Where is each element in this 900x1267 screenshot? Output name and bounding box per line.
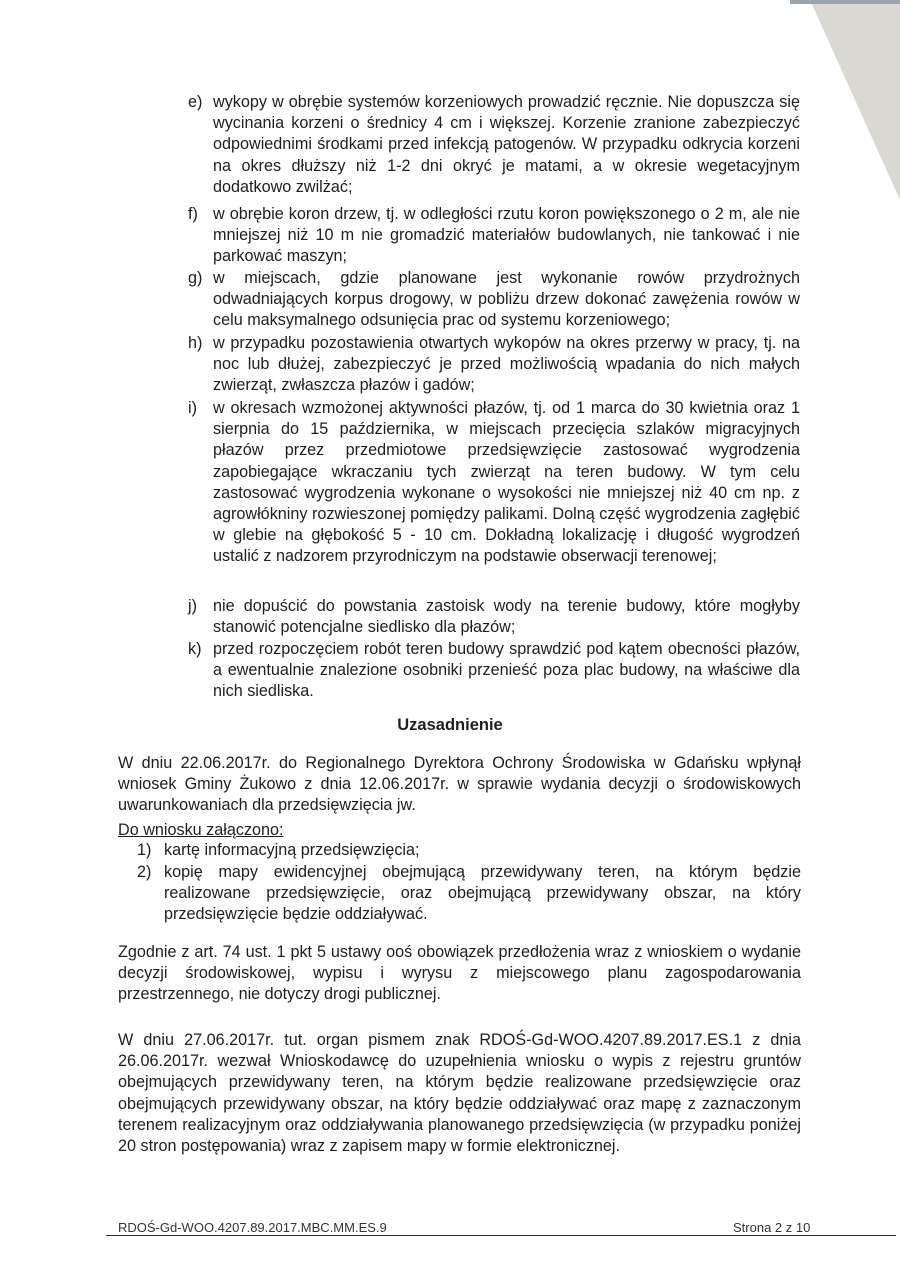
- attachment-item: [137, 862, 801, 926]
- list-marker: h): [188, 334, 203, 352]
- attachment-text: kopię mapy ewidencyjnej obejmującą przewidywany teren, na którym będzie realizowane przedsięwzięcie, oraz obejmującą przewidywany obszar, na który przedsięwzięcie będzie oddziaływać.: [164, 863, 801, 924]
- list-marker: 2): [137, 863, 152, 881]
- footer-page-number: Strona 2 z 10: [733, 1220, 811, 1235]
- condition-item-h: [188, 333, 800, 397]
- list-marker: i): [188, 399, 197, 417]
- condition-item-e: [188, 92, 800, 198]
- condition-item-g: [188, 268, 800, 332]
- footer-divider: [106, 1235, 896, 1236]
- condition-text: wykopy w obrębie systemów korzeniowych prowadzić ręcznie. Nie dopuszcza się wycinania korzeni o średnicy 4 cm i większej. Korzenie zranione zabezpieczyć odpowiednimi środkami przed infekcją patogenów. W przypadku odkrycia korzeni na okres dłuższy niż 1-2 dni okryć je matami, a w okresie wegetacyjnym dodatkowo zwilżać;: [213, 93, 800, 196]
- list-marker: j): [188, 597, 197, 615]
- list-marker: 1): [137, 841, 152, 859]
- condition-item-k: [188, 639, 800, 703]
- list-marker: f): [188, 205, 198, 223]
- paragraph-legal-basis: Zgodnie z art. 74 ust. 1 pkt 5 ustawy ooś obowiązek przedłożenia wraz z wnioskiem o wydanie decyzji środowiskowej, wypisu i wyrysu z miejscowego planu zagospodarowania przestrzennego, nie dotyczy drogi publicznej.: [118, 943, 801, 1004]
- condition-text: w przypadku pozostawienia otwartych wykopów na okres przerwy w pracy, tj. na noc lub dłużej, zabezpieczyć je przed możliwością wpadania do nich małych zwierząt, zwłaszcza płazów i gadów;: [213, 334, 800, 395]
- condition-item-f: [188, 204, 800, 268]
- condition-text: w miejscach, gdzie planowane jest wykonanie rowów przydrożnych odwadniających korpus drogowy, w pobliżu drzew dokonać zawężenia rowów w celu maksymalnego odsunięcia prac od systemu korzeniowego;: [213, 269, 800, 330]
- attachment-item: [137, 840, 801, 861]
- attachments-label: Do wniosku załączono:: [118, 821, 284, 839]
- list-marker: k): [188, 640, 202, 658]
- scan-page-corner-shadow: [810, 0, 900, 200]
- section-heading: Uzasadnienie: [397, 716, 503, 734]
- condition-text: w obrębie koron drzew, tj. w odległości rzutu koron powiększonego o 2 m, ale nie mniejszej niż 10 m nie gromadzić materiałów budowlanych, nie tankować i nie parkować maszyn;: [213, 205, 800, 266]
- condition-text: przed rozpoczęciem robót teren budowy sprawdzić pod kątem obecności płazów, a ewentualnie znalezione osobniki przenieść poza plac budowy, na właściwe dla nich siedliska.: [213, 640, 800, 701]
- paragraph-request-supplement: W dniu 27.06.2017r. tut. organ pismem znak RDOŚ-Gd-WOO.4207.89.2017.ES.1 z dnia 26.06.2017r. wezwał Wnioskodawcę do uzupełnienia wniosku o wypis z rejestru gruntów obejmujących przewidywany teren, na którym będzie realizowane przedsięwzięcie oraz obejmujących przewidywany obszar, na który będzie oddziaływać oraz mapę z zaznaczonym terenem realizacyjnym oraz oddziaływania planowanego przedsięwzięcia (w przypadku poniżej 20 stron postępowania) wraz z zapisem mapy w formie elektronicznej.: [118, 1031, 801, 1156]
- justification-intro: W dniu 22.06.2017r. do Regionalnego Dyrektora Ochrony Środowiska w Gdańsku wpłynął wniosek Gminy Żukowo z dnia 12.06.2017r. w sprawie wydania decyzji o środowiskowych uwarunkowaniach dla przedsięwzięcia jw.: [118, 754, 801, 815]
- condition-item-j: [188, 596, 800, 638]
- condition-item-i: [188, 398, 800, 568]
- scan-edge: [790, 0, 900, 4]
- condition-text: w okresach wzmożonej aktywności płazów, tj. od 1 marca do 30 kwietnia oraz 1 sierpnia do 15 października, w miejscach przecięcia szlaków migracyjnych płazów przez przedmiotowe przedsięwzięcie zastosować wygrodzenia zapobiegające wkraczaniu tych zwierząt na teren budowy. W tym celu zastosować wygrodzenia wykonane o wysokości nie mniejszej niż 40 cm np. z agrowłókniny rozwieszonej pomiędzy palikami. Dolną część wygrodzenia zagłębić w glebie na głębokość 5 - 10 cm. Dokładną lokalizację i długość wygrodzeń ustalić z nadzorem przyrodniczym na podstawie obserwacji terenowej;: [213, 399, 800, 566]
- condition-text: nie dopuścić do powstania zastoisk wody na terenie budowy, które mogłyby stanowić potencjalne siedlisko dla płazów;: [213, 597, 800, 637]
- list-marker: e): [188, 93, 203, 111]
- footer-reference: RDOŚ-Gd-WOO.4207.89.2017.MBC.MM.ES.9: [118, 1220, 387, 1235]
- list-marker: g): [188, 269, 203, 287]
- attachment-text: kartę informacyjną przedsięwzięcia;: [164, 841, 420, 859]
